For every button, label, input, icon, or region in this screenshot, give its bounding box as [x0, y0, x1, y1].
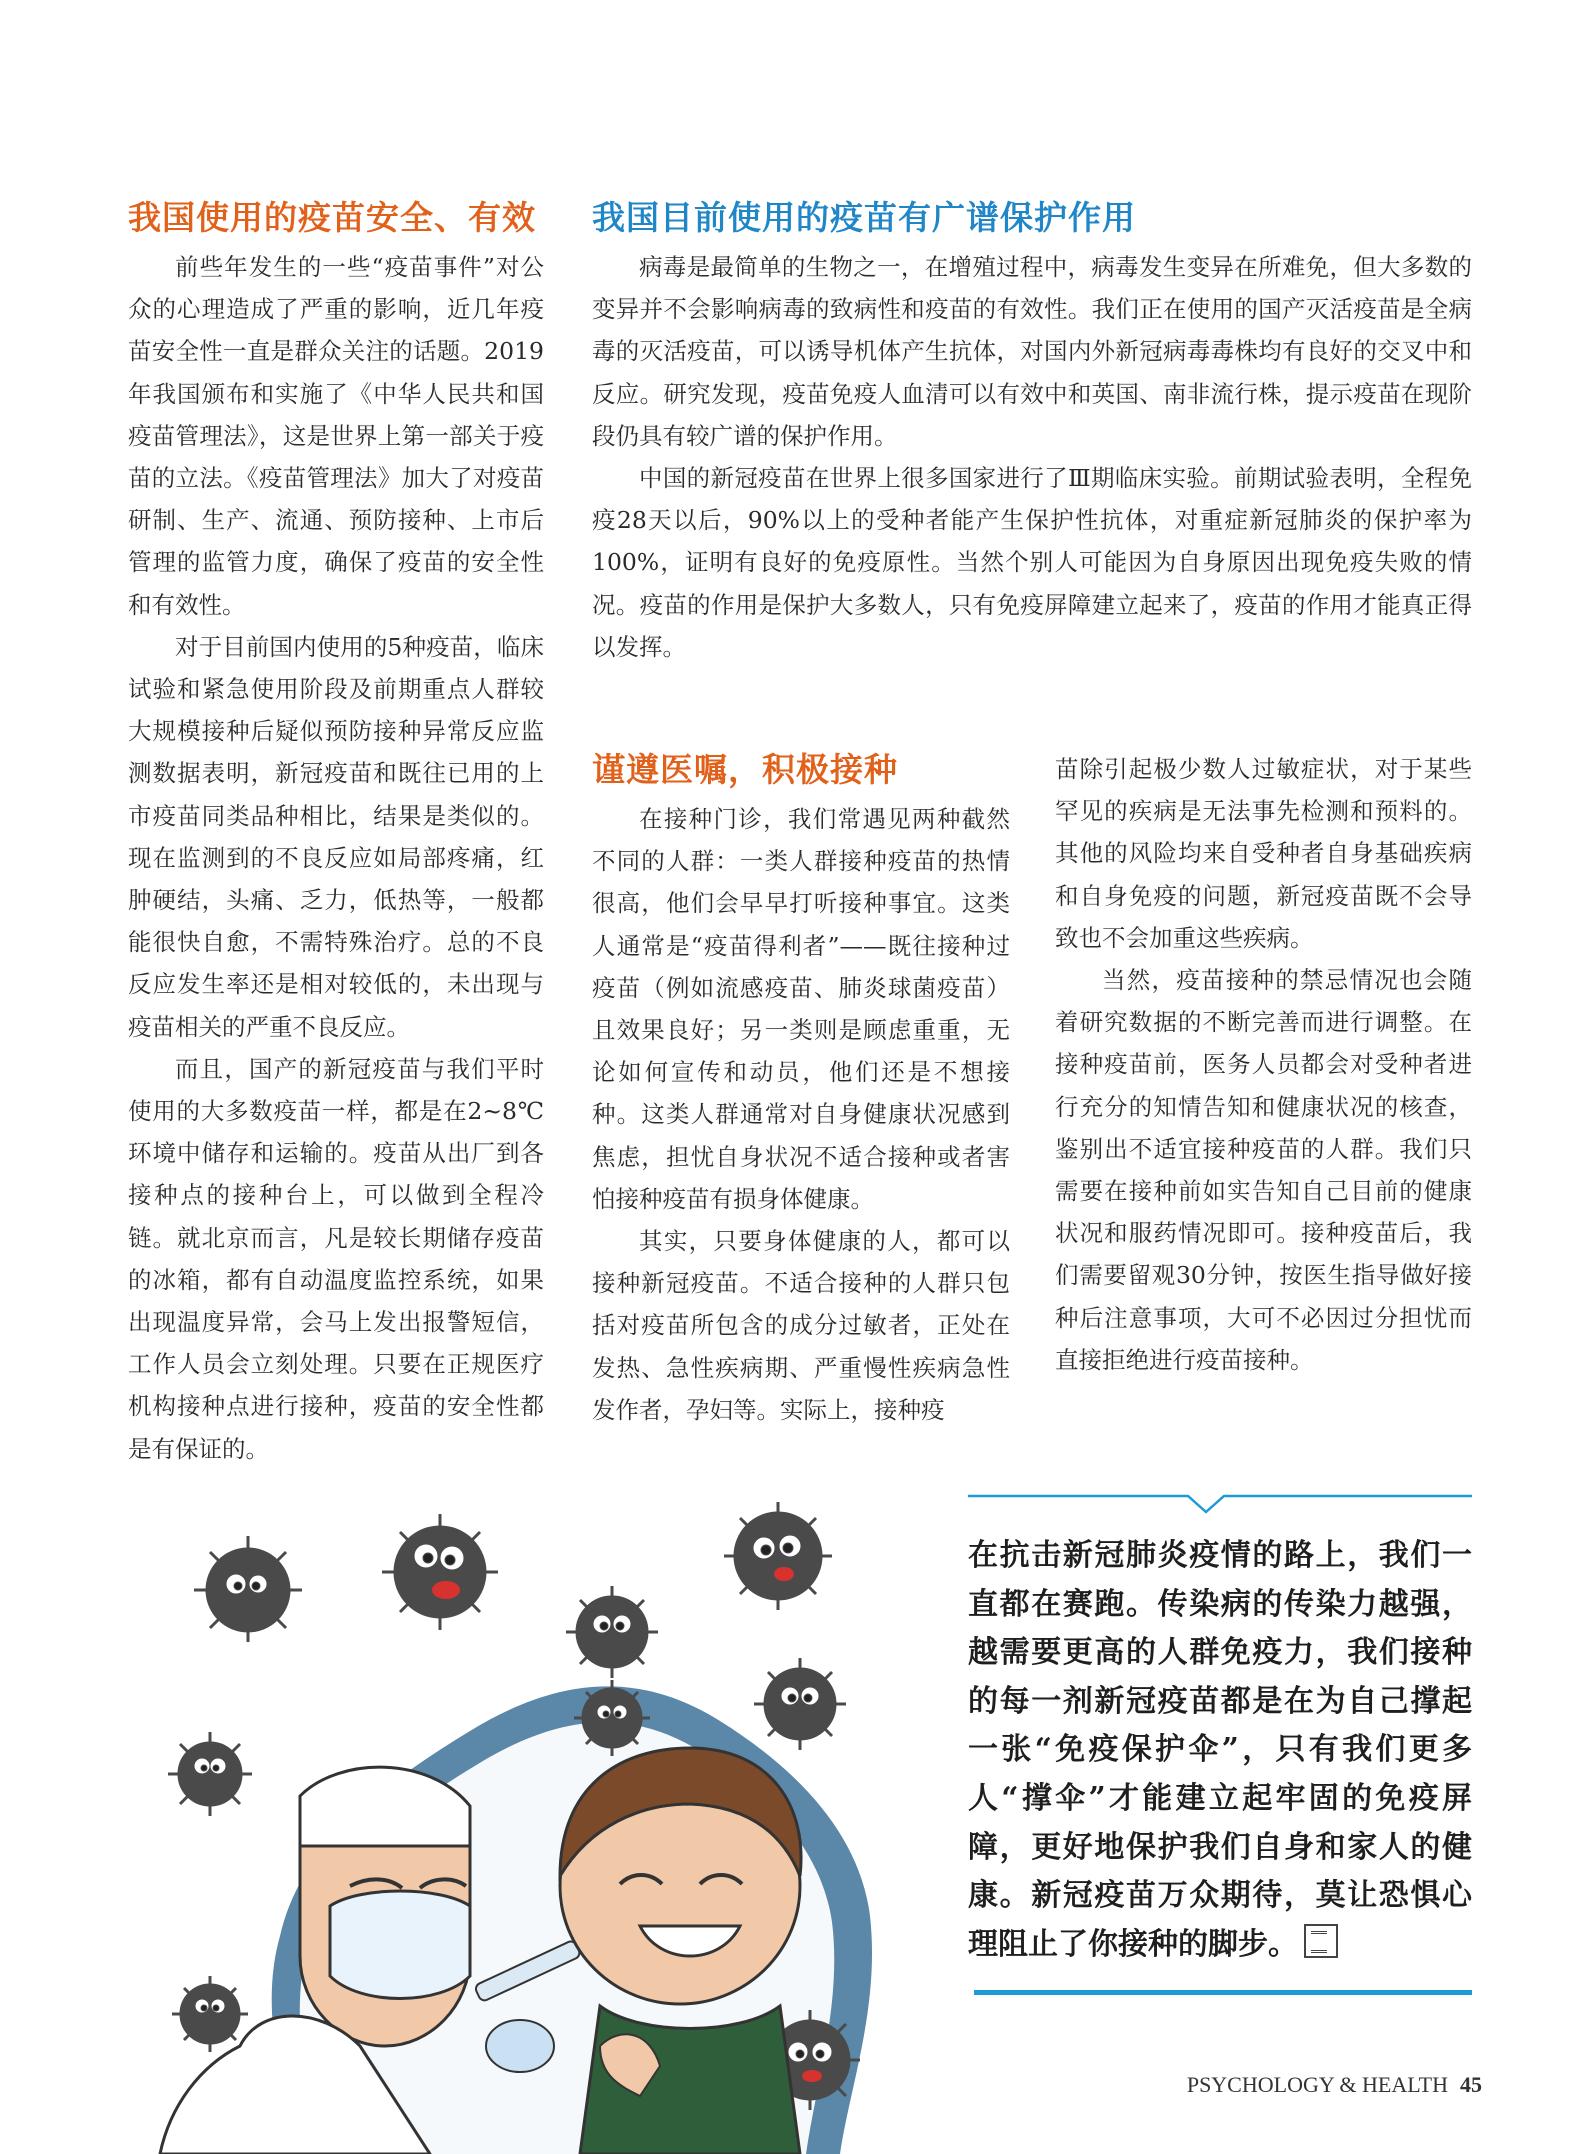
virus-icon	[724, 1502, 832, 1610]
child-figure	[560, 1748, 801, 2154]
pull-quote-body: 在抗击新冠肺炎疫情的路上，我们一直都在赛跑。传染病的传染力越强，越需要更高的人群免疫力，我们接种的每一剂新冠疫苗都是在为自己撑起一张“免疫保护伞”，只有我们更多人“撑伞”才能建立起牢固的免疫屏障，更好地保护我们自身和家人的健康。新冠疫苗万众期待，莫让恐惧心理阻止了你接种的脚步。	[968, 1538, 1472, 1962]
vaccination-illustration	[0, 1486, 960, 2154]
virus-icon	[754, 1658, 846, 1750]
virus-icon	[382, 1514, 498, 1630]
section-title-vaccine-safety: 我国使用的疫苗安全、有效	[128, 198, 536, 237]
virus-icon	[194, 1536, 302, 1642]
pull-quote-text	[968, 1532, 1472, 1969]
magazine-name: PSYCHOLOGY & HEALTH	[1186, 2072, 1448, 2097]
paragraph: 中国的新冠疫苗在世界上很多国家进行了Ⅲ期临床实验。前期试验表明，全程免疫28天以后，90%以上的受种者能产生保护性抗体，对重症新冠肺炎的保护率为100%，证明有良好的免疫原性。当然个别人可能因为自身原因出现免疫失败的情况。疫苗的作用是保护大多数人，只有免疫屏障建立起来了，疫苗的作用才能真正得以发挥。	[592, 464, 1472, 661]
paragraph: 其实，只要身体健康的人，都可以接种新冠疫苗。不适合接种的人群只包括对疫苗所包含的成分过敏者，正处在发热、急性疾病期、严重慢性疾病急性发作者，孕妇等。实际上，接种疫	[592, 1227, 1010, 1424]
section-broad-protection	[592, 196, 1472, 668]
paragraph: 对于目前国内使用的5种疫苗，临床试验和紧急使用阶段及前期重点人群较大规模接种后疑似预防接种异常反应监测数据表明，新冠疫苗和既往已用的上市疫苗同类品种相比，结果是类似的。现在监测到的不良反应如局部疼痛，红肿硬结，头痛、乏力，低热等，一般都能很快自愈，不需特殊治疗。总的不良反应发生率还是相对较低的，未出现与疫苗相关的严重不良反应。	[128, 632, 544, 1041]
end-mark-icon	[1304, 1924, 1338, 1958]
quote-bottom-divider	[974, 1990, 1472, 1995]
paragraph: 在接种门诊，我们常遇见两种截然不同的人群：一类人群接种疫苗的热情很高，他们会早早打听接种事宜。这类人通常是“疫苗得利者”——既往接种过疫苗（例如流感疫苗、肺炎球菌疫苗）且效果良好；另一类则是顾虑重重，无论如何宣传和动员，他们还是不想接种。这类人群通常对自身健康状况感到焦虑，担忧自身状况不适合接种或者害怕接种疫苗有损身体健康。	[592, 805, 1010, 1213]
section-follow-advice-continued	[1055, 748, 1472, 1381]
quote-top-divider	[968, 1492, 1472, 1516]
section-title-broad-protection: 我国目前使用的疫苗有广谱保护作用	[592, 198, 1136, 237]
section-follow-advice	[592, 748, 1010, 1431]
paragraph: 苗除引起极少数人过敏症状，对于某些罕见的疾病是无法事先检测和预料的。其他的风险均来自受种者自身基础疾病和自身免疫的问题，新冠疫苗既不会导致也不会加重这些疾病。	[1055, 755, 1472, 952]
page-number: 45	[1460, 2072, 1482, 2097]
paragraph: 病毒是最简单的生物之一，在增殖过程中，病毒发生变异在所难免，但大多数的变异并不会影响病毒的致病性和疫苗的有效性。我们正在使用的国产灭活疫苗是全病毒的灭活疫苗，可以诱导机体产生抗体，对国内外新冠病毒毒株均有良好的交叉中和反应。研究发现，疫苗免疫人血清可以有效中和英国、南非流行株，提示疫苗在现阶段仍具有较广谱的保护作用。	[592, 253, 1472, 450]
paragraph: 前些年发生的一些“疫苗事件”对公众的心理造成了严重的影响，近几年疫苗安全性一直是群众关注的话题。2019年我国颁布和实施了《中华人民共和国疫苗管理法》，这是世界上第一部关于疫苗的立法。《疫苗管理法》加大了对疫苗研制、生产、流通、预防接种、上市后管理的监管力度，确保了疫苗的安全性和有效性。	[128, 253, 544, 619]
paragraph: 而且，国产的新冠疫苗与我们平时使用的大多数疫苗一样，都是在2~8℃环境中储存和运输的。疫苗从出厂到各接种点的接种台上，可以做到全程冷链。就北京而言，凡是较长期储存疫苗的冰箱，都有自动温度监控系统，如果出现温度异常，会马上发出报警短信，工作人员会立刻处理。只要在正规医疗机构接种点进行接种，疫苗的安全性都是有保证的。	[128, 1054, 544, 1463]
section-vaccine-safety	[128, 196, 544, 1470]
section-title-follow-advice: 谨遵医嘱，积极接种	[592, 750, 898, 789]
virus-icon	[172, 1976, 248, 2052]
page-footer	[1156, 2072, 1482, 2106]
paragraph: 当然，疫苗接种的禁忌情况也会随着研究数据的不断完善而进行调整。在接种疫苗前，医务人员都会对受种者进行充分的知情告知和健康状况的核查，鉴别出不适宜接种疫苗的人群。我们只需要在接种前如实告知自己目前的健康状况和服药情况即可。接种疫苗后，我们需要留观30分钟，按医生指导做好接种后注意事项，大可不必因过分担忧而直接拒绝进行疫苗接种。	[1055, 966, 1472, 1374]
virus-icon	[566, 1586, 658, 1678]
virus-icon	[168, 1732, 252, 1816]
